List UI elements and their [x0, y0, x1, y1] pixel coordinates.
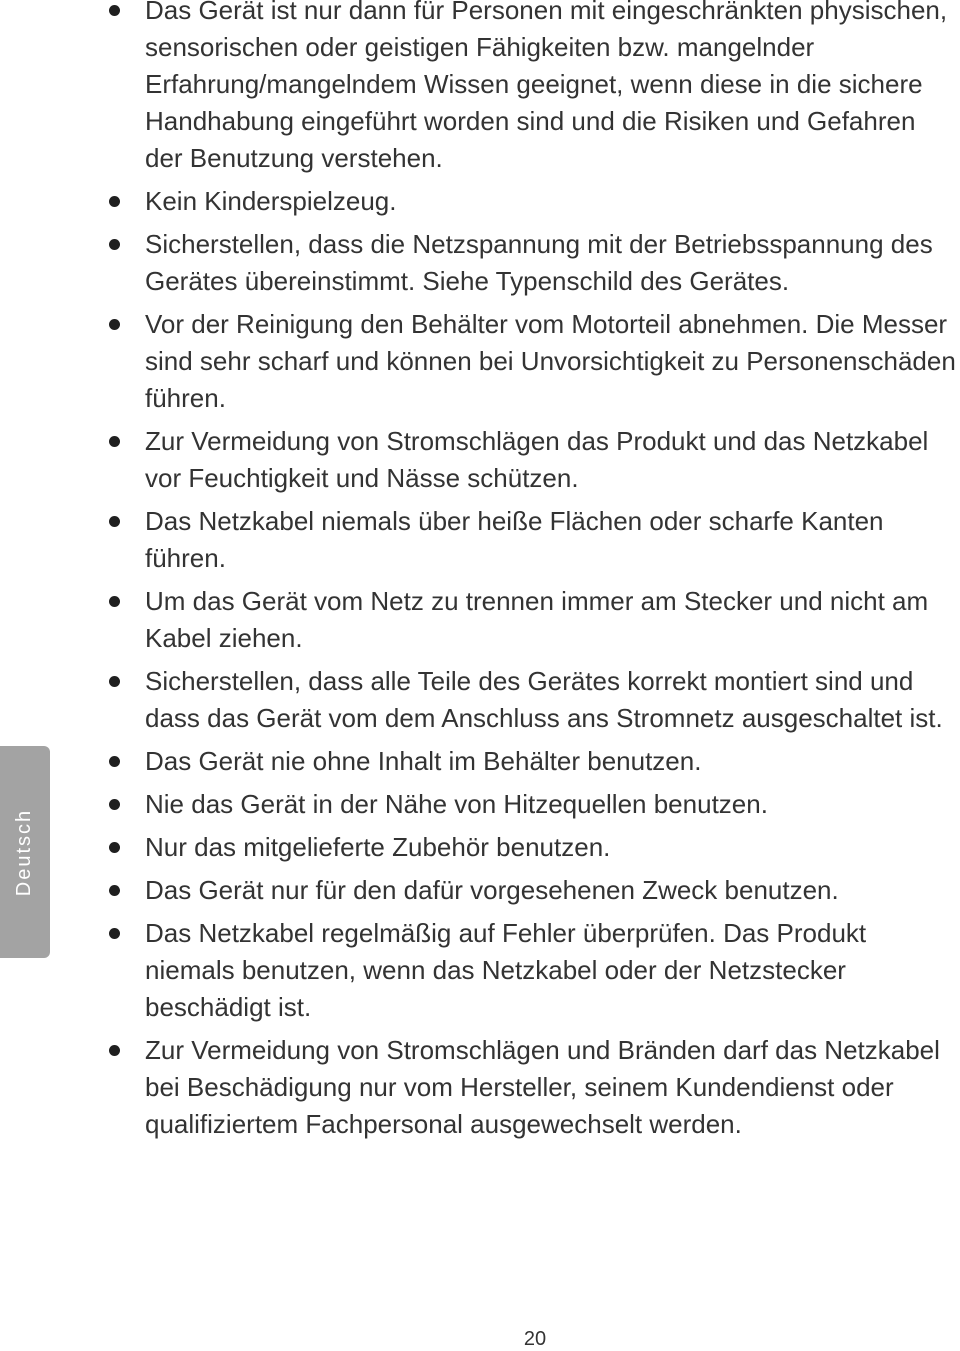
bullet-icon	[109, 5, 120, 16]
bullet-icon	[109, 1045, 120, 1056]
bullet-icon	[109, 799, 120, 810]
list-item	[145, 503, 957, 577]
list-item	[145, 183, 957, 220]
list-item	[145, 423, 957, 497]
list-item	[145, 786, 957, 823]
bullet-icon	[109, 239, 120, 250]
bullet-icon	[109, 928, 120, 939]
list-item-text: Nur das mitgelieferte Zubehör benutzen.	[145, 832, 611, 862]
list-item-text: Das Gerät ist nur dann für Personen mit eingeschränkten physischen, sensorischen oder geistigen Fähigkeiten bzw. mangelnder Erfahrung/mangelndem Wissen geeignet, wenn diese in die sichere Handhabung eingeführt worden sind und die Risiken und Gefahren der Benutzung verstehen.	[145, 0, 948, 173]
list-item-text: Das Netzkabel regelmäßig auf Fehler überprüfen. Das Produkt niemals benutzen, wenn das Netzkabel oder der Netzstecker beschädigt ist.	[145, 918, 867, 1022]
list-item	[145, 226, 957, 300]
bullet-icon	[109, 196, 120, 207]
list-item	[145, 663, 957, 737]
list-item-text: Zur Vermeidung von Stromschlägen das Produkt und das Netzkabel vor Feuchtigkeit und Nässe schützen.	[145, 426, 929, 493]
bullet-icon	[109, 436, 120, 447]
list-item-text: Das Gerät nie ohne Inhalt im Behälter benutzen.	[145, 746, 702, 776]
safety-instructions-list	[145, 0, 957, 1149]
page-number: 20	[523, 1328, 547, 1350]
list-item-text: Das Gerät nur für den dafür vorgesehenen Zweck benutzen.	[145, 875, 839, 905]
list-item	[145, 743, 957, 780]
bullet-icon	[109, 596, 120, 607]
list-item-text: Nie das Gerät in der Nähe von Hitzequellen benutzen.	[145, 789, 768, 819]
list-item-text: Kein Kinderspielzeug.	[145, 186, 397, 216]
list-item-text: Um das Gerät vom Netz zu trennen immer am Stecker und nicht am Kabel ziehen.	[145, 586, 929, 653]
list-item-text: Sicherstellen, dass die Netzspannung mit der Betriebsspannung des Gerätes übereinstimmt. Siehe Typenschild des Gerätes.	[145, 229, 933, 296]
list-item	[145, 583, 957, 657]
bullet-icon	[109, 756, 120, 767]
list-item-text: Das Netzkabel niemals über heiße Flächen oder scharfe Kanten führen.	[145, 506, 884, 573]
list-item-text: Vor der Reinigung den Behälter vom Motorteil abnehmen. Die Messer sind sehr scharf und können bei Unvorsichtigkeit zu Personenschäden führen.	[145, 309, 956, 413]
bullet-icon	[109, 885, 120, 896]
list-item-text: Zur Vermeidung von Stromschlägen und Bränden darf das Netzkabel bei Beschädigung nur vom Hersteller, seinem Kundendienst oder qualifiziertem Fachpersonal ausgewechselt werden.	[145, 1035, 940, 1139]
language-tab	[0, 746, 50, 958]
list-item	[145, 872, 957, 909]
list-item	[145, 0, 957, 177]
bullet-icon	[109, 319, 120, 330]
list-item	[145, 829, 957, 866]
language-tab-label: Deutsch	[13, 808, 36, 896]
bullet-icon	[109, 842, 120, 853]
bullet-icon	[109, 676, 120, 687]
list-item	[145, 915, 957, 1026]
bullet-icon	[109, 516, 120, 527]
list-item	[145, 1032, 957, 1143]
list-item-text: Sicherstellen, dass alle Teile des Gerätes korrekt montiert sind und dass das Gerät vom dem Anschluss ans Stromnetz ausgeschaltet ist.	[145, 666, 943, 733]
list-item	[145, 306, 957, 417]
